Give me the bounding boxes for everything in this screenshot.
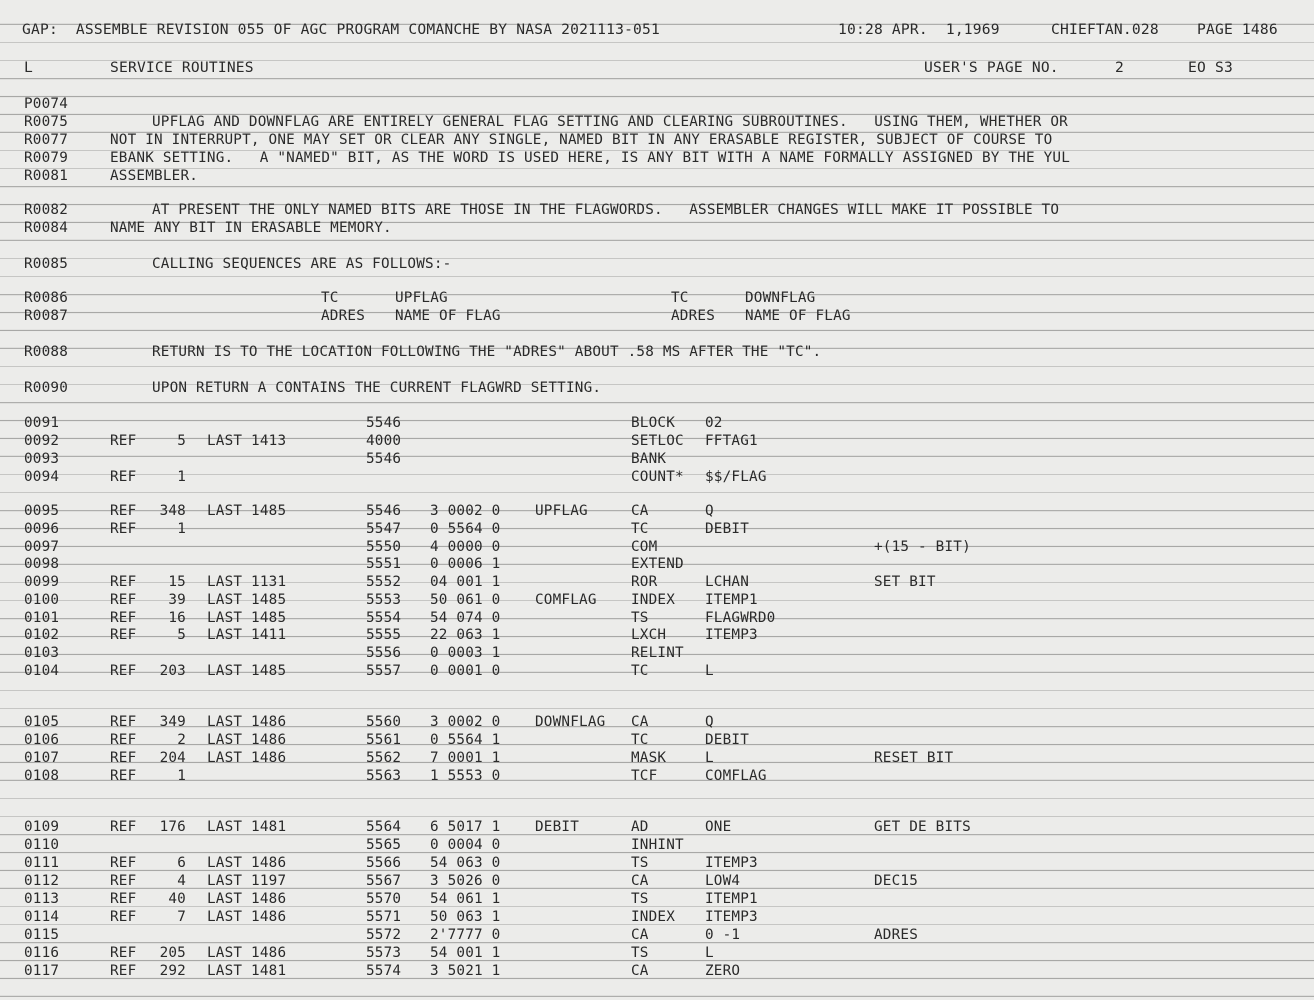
last-ref: LAST 1131 xyxy=(207,574,287,590)
calling-op: ADRES xyxy=(671,308,716,324)
address: 5553 xyxy=(366,592,402,608)
line-number: 0100 xyxy=(24,592,60,608)
ref-count: 16 xyxy=(168,610,186,626)
header-page: PAGE 1486 xyxy=(1197,21,1278,38)
ref-count: 1 xyxy=(177,768,186,784)
address: 5546 xyxy=(366,503,402,519)
remark-line xyxy=(0,149,1314,167)
line-number: 0106 xyxy=(24,732,60,748)
line-number: 0091 xyxy=(24,415,60,431)
last-ref: LAST 1486 xyxy=(207,750,287,766)
code-line xyxy=(0,818,1314,836)
last-ref: LAST 1481 xyxy=(207,819,287,835)
ref-label: REF xyxy=(110,627,137,643)
ref-label: REF xyxy=(110,469,137,485)
code-line xyxy=(0,644,1314,662)
last-ref: LAST 1197 xyxy=(207,873,287,889)
address: 5555 xyxy=(366,627,402,643)
ref-count: 5 xyxy=(177,627,186,643)
octal-code: 0 5564 1 xyxy=(430,732,501,748)
ref-label: REF xyxy=(110,909,137,925)
code-line xyxy=(0,502,1314,520)
operand: L xyxy=(705,945,714,961)
ref-label: REF xyxy=(110,592,137,608)
operand: FFTAG1 xyxy=(705,433,758,449)
opcode: TC xyxy=(631,521,649,537)
opcode: SETLOC xyxy=(631,433,684,449)
code-line xyxy=(0,468,1314,486)
operand: FLAGWRD0 xyxy=(705,610,776,626)
calling-arg: DOWNFLAG xyxy=(745,290,816,306)
line-number: 0112 xyxy=(24,873,60,889)
line-number: 0095 xyxy=(24,503,60,519)
operand: DEBIT xyxy=(705,521,750,537)
ref-label: REF xyxy=(110,750,137,766)
line-number: 0099 xyxy=(24,574,60,590)
remark-line xyxy=(0,343,1314,361)
opcode: CA xyxy=(631,927,649,943)
opcode: CA xyxy=(631,963,649,979)
last-ref: LAST 1413 xyxy=(207,433,287,449)
code-line xyxy=(0,713,1314,731)
octal-code: 7 0001 1 xyxy=(430,750,501,766)
header-datetime: 10:28 APR. 1,1969 xyxy=(838,21,1000,38)
remark-text: NAME ANY BIT IN ERASABLE MEMORY. xyxy=(110,220,392,236)
octal-code: 22 063 1 xyxy=(430,627,501,643)
line-number: 0108 xyxy=(24,768,60,784)
code-line xyxy=(0,432,1314,450)
ref-count: 39 xyxy=(168,592,186,608)
octal-code: 04 001 1 xyxy=(430,574,501,590)
code-line xyxy=(0,626,1314,644)
opcode: BLOCK xyxy=(631,415,676,431)
ref-label: REF xyxy=(110,891,137,907)
subheader-type: L xyxy=(24,59,33,76)
remark-number: R0085 xyxy=(24,256,69,272)
calling-arg: NAME OF FLAG xyxy=(745,308,851,324)
opcode: TS xyxy=(631,891,649,907)
ref-count: 6 xyxy=(177,855,186,871)
user-page-label: USER'S PAGE NO. xyxy=(924,59,1059,76)
remark-number: R0086 xyxy=(24,290,69,306)
line-number: 0113 xyxy=(24,891,60,907)
remark-line xyxy=(0,113,1314,131)
address: 5561 xyxy=(366,732,402,748)
operand: ITEMP3 xyxy=(705,909,758,925)
ref-count: 40 xyxy=(168,891,186,907)
ref-label: REF xyxy=(110,714,137,730)
opcode: EXTEND xyxy=(631,556,684,572)
code-line xyxy=(0,962,1314,980)
octal-code: 3 0002 0 xyxy=(430,503,501,519)
ref-label: REF xyxy=(110,963,137,979)
remark-text: ASSEMBLER. xyxy=(110,168,199,184)
ref-count: 1 xyxy=(177,469,186,485)
opcode: MASK xyxy=(631,750,667,766)
remark-number: R0079 xyxy=(24,150,69,166)
line-number: 0102 xyxy=(24,627,60,643)
address: 5565 xyxy=(366,837,402,853)
comment: SET BIT xyxy=(874,574,936,590)
ref-label: REF xyxy=(110,819,137,835)
remark-number: R0090 xyxy=(24,380,69,396)
octal-code: 3 5026 0 xyxy=(430,873,501,889)
line-number: 0094 xyxy=(24,469,60,485)
code-line xyxy=(0,872,1314,890)
address: 4000 xyxy=(366,433,402,449)
address: 5547 xyxy=(366,521,402,537)
address: 5563 xyxy=(366,768,402,784)
opcode: COUNT* xyxy=(631,469,684,485)
line-number: 0116 xyxy=(24,945,60,961)
address: 5562 xyxy=(366,750,402,766)
remark-number: R0075 xyxy=(24,114,69,130)
address: 5560 xyxy=(366,714,402,730)
ref-label: REF xyxy=(110,855,137,871)
ref-label: REF xyxy=(110,433,137,449)
address: 5546 xyxy=(366,451,402,467)
opcode: TC xyxy=(631,732,649,748)
remark-text: AT PRESENT THE ONLY NAMED BITS ARE THOSE IN THE FLAGWORDS. ASSEMBLER CHANGES WILL MAKE IT POSSIBLE TO xyxy=(152,202,1060,218)
opcode: AD xyxy=(631,819,649,835)
ref-count: 15 xyxy=(168,574,186,590)
operand: ONE xyxy=(705,819,732,835)
remark-number: R0077 xyxy=(24,132,69,148)
octal-code: 4 0000 0 xyxy=(430,539,501,555)
address: 5566 xyxy=(366,855,402,871)
operand: ITEMP3 xyxy=(705,855,758,871)
octal-code: 0 0001 0 xyxy=(430,663,501,679)
operand: 0 -1 xyxy=(705,927,741,943)
ref-label: REF xyxy=(110,732,137,748)
opcode: TC xyxy=(631,663,649,679)
comment: DEC15 xyxy=(874,873,919,889)
ref-count: 176 xyxy=(159,819,186,835)
ref-count: 292 xyxy=(159,963,186,979)
line-number: 0115 xyxy=(24,927,60,943)
ref-count: 7 xyxy=(177,909,186,925)
opcode: LXCH xyxy=(631,627,667,643)
remark-line xyxy=(0,167,1314,185)
ref-count: 203 xyxy=(159,663,186,679)
last-ref: LAST 1486 xyxy=(207,909,287,925)
address: 5573 xyxy=(366,945,402,961)
opcode: ROR xyxy=(631,574,658,590)
address: 5567 xyxy=(366,873,402,889)
operand: 02 xyxy=(705,415,723,431)
code-line xyxy=(0,836,1314,854)
octal-code: 54 001 1 xyxy=(430,945,501,961)
comment: RESET BIT xyxy=(874,750,954,766)
opcode: CA xyxy=(631,714,649,730)
code-line xyxy=(0,414,1314,432)
line-number: 0096 xyxy=(24,521,60,537)
octal-code: 0 5564 0 xyxy=(430,521,501,537)
opcode: RELINT xyxy=(631,645,684,661)
symbol-label: DEBIT xyxy=(535,819,580,835)
ref-label: REF xyxy=(110,574,137,590)
opcode: INDEX xyxy=(631,909,676,925)
opcode: TS xyxy=(631,610,649,626)
remark-number: R0087 xyxy=(24,308,69,324)
operand: LCHAN xyxy=(705,574,750,590)
header-job: CHIEFTAN.028 xyxy=(1051,21,1159,38)
ref-count: 5 xyxy=(177,433,186,449)
code-line xyxy=(0,854,1314,872)
calling-arg: UPFLAG xyxy=(395,290,448,306)
line-number: 0110 xyxy=(24,837,60,853)
opcode: CA xyxy=(631,873,649,889)
operand: ITEMP1 xyxy=(705,592,758,608)
line-number: 0101 xyxy=(24,610,60,626)
code-line xyxy=(0,908,1314,926)
remark-line xyxy=(0,219,1314,237)
address: 5552 xyxy=(366,574,402,590)
code-line xyxy=(0,731,1314,749)
remark-text: EBANK SETTING. A "NAMED" BIT, AS THE WORD IS USED HERE, IS ANY BIT WITH A NAME FORMALLY ASSIGNED BY THE YUL xyxy=(110,150,1071,166)
remark-number: R0081 xyxy=(24,168,69,184)
operand: ITEMP3 xyxy=(705,627,758,643)
comment: +(15 - BIT) xyxy=(874,539,971,555)
line-number: 0092 xyxy=(24,433,60,449)
ref-count: 349 xyxy=(159,714,186,730)
octal-code: 1 5553 0 xyxy=(430,768,501,784)
opcode: TS xyxy=(631,855,649,871)
octal-code: 50 063 1 xyxy=(430,909,501,925)
ref-label: REF xyxy=(110,521,137,537)
code-line xyxy=(0,890,1314,908)
octal-code: 54 063 0 xyxy=(430,855,501,871)
ref-label: REF xyxy=(110,768,137,784)
octal-code: 0 0003 1 xyxy=(430,645,501,661)
address: 5556 xyxy=(366,645,402,661)
code-line xyxy=(0,609,1314,627)
line-number: 0111 xyxy=(24,855,60,871)
operand: DEBIT xyxy=(705,732,750,748)
remark-line xyxy=(0,255,1314,273)
operand: Q xyxy=(705,714,714,730)
line-number: 0105 xyxy=(24,714,60,730)
remark-line xyxy=(0,201,1314,219)
address: 5550 xyxy=(366,539,402,555)
address: 5574 xyxy=(366,963,402,979)
remark-text: NOT IN INTERRUPT, ONE MAY SET OR CLEAR ANY SINGLE, NAMED BIT IN ANY ERASABLE REGISTER, SUBJECT OF COURSE TO xyxy=(110,132,1053,148)
octal-code: 6 5017 1 xyxy=(430,819,501,835)
remark-number: R0084 xyxy=(24,220,69,236)
ref-count: 1 xyxy=(177,521,186,537)
opcode: INHINT xyxy=(631,837,684,853)
code-line xyxy=(0,767,1314,785)
line-number: 0103 xyxy=(24,645,60,661)
address: 5557 xyxy=(366,663,402,679)
operand: LOW4 xyxy=(705,873,741,889)
line-number: 0098 xyxy=(24,556,60,572)
calling-op: TC xyxy=(671,290,689,306)
calling-sequence-line xyxy=(0,307,1314,325)
octal-code: 50 061 0 xyxy=(430,592,501,608)
address: 5571 xyxy=(366,909,402,925)
last-ref: LAST 1485 xyxy=(207,610,287,626)
code-line xyxy=(0,555,1314,573)
last-ref: LAST 1486 xyxy=(207,945,287,961)
operand: ZERO xyxy=(705,963,741,979)
opcode: BANK xyxy=(631,451,667,467)
last-ref: LAST 1485 xyxy=(207,663,287,679)
header-title: GAP: ASSEMBLE REVISION 055 OF AGC PROGRAM COMANCHE BY NASA 2021113-051 xyxy=(22,21,661,38)
operand: L xyxy=(705,750,714,766)
page-subheader xyxy=(0,59,1314,77)
ref-label: REF xyxy=(110,873,137,889)
last-ref: LAST 1486 xyxy=(207,732,287,748)
opcode: COM xyxy=(631,539,658,555)
octal-code: 3 5021 1 xyxy=(430,963,501,979)
code-line xyxy=(0,926,1314,944)
calling-sequence-line xyxy=(0,289,1314,307)
code-line xyxy=(0,450,1314,468)
remark-text: RETURN IS TO THE LOCATION FOLLOWING THE "ADRES" ABOUT .58 MS AFTER THE "TC". xyxy=(152,344,822,360)
address: 5564 xyxy=(366,819,402,835)
operand: COMFLAG xyxy=(705,768,767,784)
address: 5551 xyxy=(366,556,402,572)
ref-label: REF xyxy=(110,610,137,626)
calling-arg: NAME OF FLAG xyxy=(395,308,501,324)
last-ref: LAST 1485 xyxy=(207,592,287,608)
ref-label: REF xyxy=(110,503,137,519)
line-number: 0114 xyxy=(24,909,60,925)
remark-number: R0088 xyxy=(24,344,69,360)
remark-text: CALLING SEQUENCES ARE AS FOLLOWS:- xyxy=(152,256,452,272)
line-number: 0109 xyxy=(24,819,60,835)
line-number: 0097 xyxy=(24,539,60,555)
ref-count: 348 xyxy=(159,503,186,519)
ref-count: 204 xyxy=(159,750,186,766)
line-number: 0093 xyxy=(24,451,60,467)
last-ref: LAST 1481 xyxy=(207,963,287,979)
symbol-label: UPFLAG xyxy=(535,503,588,519)
comment: ADRES xyxy=(874,927,919,943)
code-line xyxy=(0,520,1314,538)
code-line xyxy=(0,573,1314,591)
last-ref: LAST 1485 xyxy=(207,503,287,519)
octal-code: 54 074 0 xyxy=(430,610,501,626)
remark-line xyxy=(0,131,1314,149)
octal-code: 3 0002 0 xyxy=(430,714,501,730)
remark-number: P0074 xyxy=(24,96,69,112)
octal-code: 0 0004 0 xyxy=(430,837,501,853)
octal-code: 2'7777 0 xyxy=(430,927,501,943)
code-line xyxy=(0,749,1314,767)
operand: $$/FLAG xyxy=(705,469,767,485)
symbol-label: COMFLAG xyxy=(535,592,597,608)
octal-code: 0 0006 1 xyxy=(430,556,501,572)
opcode: TS xyxy=(631,945,649,961)
remark-text: UPON RETURN A CONTAINS THE CURRENT FLAGWRD SETTING. xyxy=(152,380,602,396)
line-number: 0117 xyxy=(24,963,60,979)
code-line xyxy=(0,662,1314,680)
octal-code: 54 061 1 xyxy=(430,891,501,907)
line-number: 0104 xyxy=(24,663,60,679)
address: 5570 xyxy=(366,891,402,907)
line-number: 0107 xyxy=(24,750,60,766)
operand: Q xyxy=(705,503,714,519)
remark-text: UPFLAG AND DOWNFLAG ARE ENTIRELY GENERAL FLAG SETTING AND CLEARING SUBROUTINES. USING THEM, WHETHER OR xyxy=(152,114,1068,130)
ref-label: REF xyxy=(110,945,137,961)
last-ref: LAST 1486 xyxy=(207,855,287,871)
opcode: TCF xyxy=(631,768,658,784)
operand: L xyxy=(705,663,714,679)
ref-label: REF xyxy=(110,663,137,679)
user-page-number: 2 xyxy=(1115,59,1124,76)
page-header xyxy=(0,21,1314,39)
subheader-section: SERVICE ROUTINES xyxy=(110,59,254,76)
address: 5572 xyxy=(366,927,402,943)
comment: GET DE BITS xyxy=(874,819,971,835)
ref-count: 205 xyxy=(159,945,186,961)
code-line xyxy=(0,944,1314,962)
remark-number: R0082 xyxy=(24,202,69,218)
remark-line xyxy=(0,95,1314,113)
last-ref: LAST 1411 xyxy=(207,627,287,643)
calling-op: ADRES xyxy=(321,308,366,324)
symbol-label: DOWNFLAG xyxy=(535,714,606,730)
last-ref: LAST 1486 xyxy=(207,714,287,730)
address: 5554 xyxy=(366,610,402,626)
operand: ITEMP1 xyxy=(705,891,758,907)
code-line xyxy=(0,538,1314,556)
code-line xyxy=(0,591,1314,609)
calling-op: TC xyxy=(321,290,339,306)
opcode: INDEX xyxy=(631,592,676,608)
ref-count: 4 xyxy=(177,873,186,889)
ref-count: 2 xyxy=(177,732,186,748)
remark-line xyxy=(0,379,1314,397)
opcode: CA xyxy=(631,503,649,519)
last-ref: LAST 1486 xyxy=(207,891,287,907)
subheader-code: EO S3 xyxy=(1188,59,1233,76)
address: 5546 xyxy=(366,415,402,431)
